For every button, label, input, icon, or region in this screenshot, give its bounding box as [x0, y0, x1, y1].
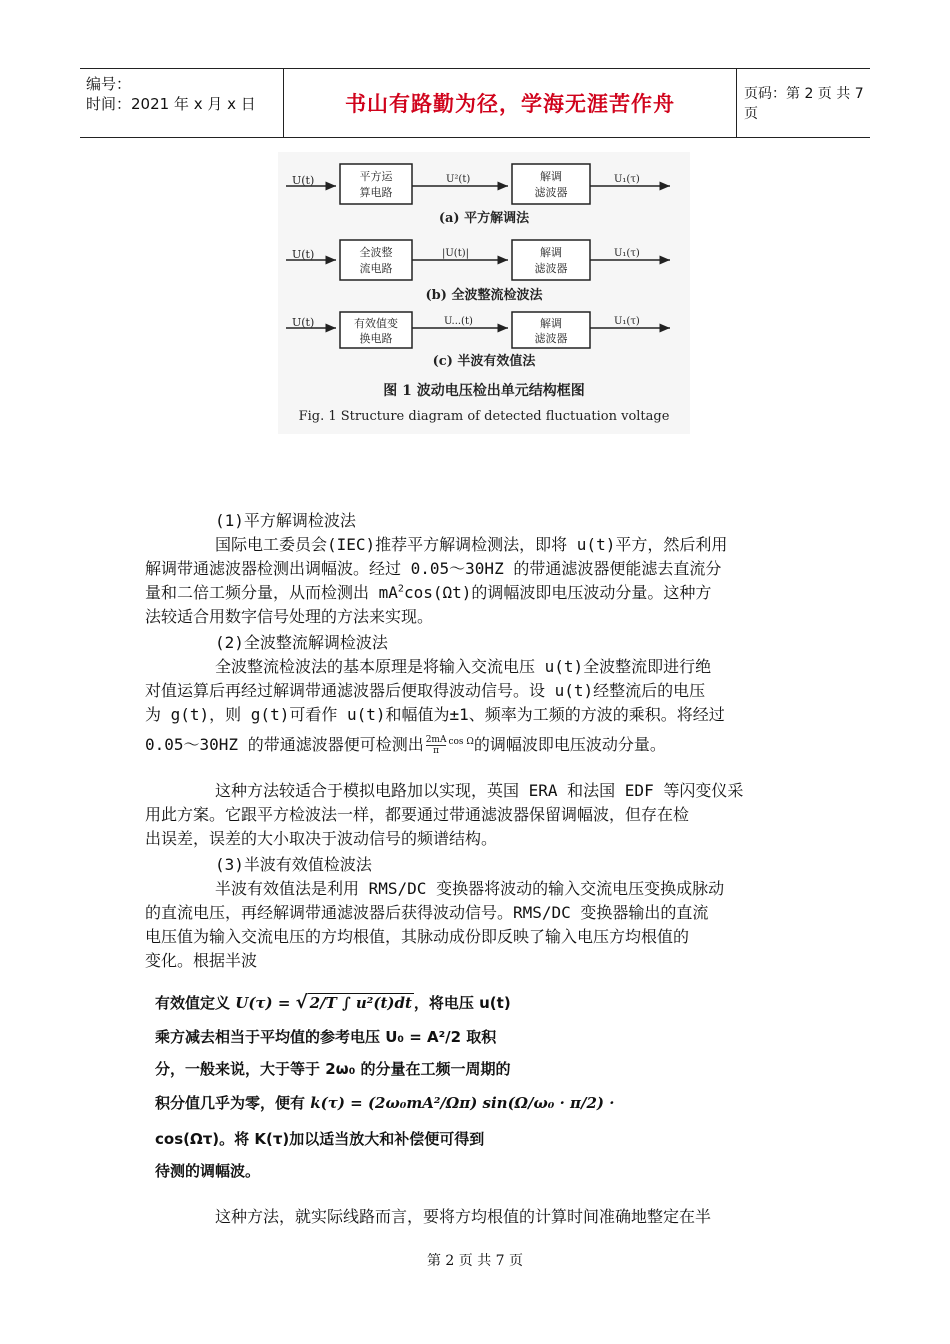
- formula-line2: 乘方减去相当于平均值的参考电压 U₀ = A²/2 取积: [155, 1028, 497, 1046]
- figure-title-cn: 图 1 波动电压检出单元结构框图: [383, 383, 585, 399]
- row-c-block1-l2: 换电路: [359, 332, 393, 345]
- row-a-block1-l2: 算电路: [359, 186, 393, 199]
- row-b-block2-l1: 解调: [540, 246, 562, 259]
- section3-title: (3)半波有效值检波法: [215, 855, 372, 874]
- row-a-block1-l1: 平方运: [359, 170, 393, 183]
- s3-line3: 电压值为输入交流电压的方均根值，其脉动成份即反映了输入电压方均根值的: [145, 927, 690, 946]
- last-line: 这种方法，就实际线路而言，要将方均根值的计算时间准确地整定在半: [215, 1207, 712, 1226]
- row-a-block2-l1: 解调: [540, 170, 562, 183]
- s3-line4: 变化。根据半波: [145, 951, 258, 970]
- formula-line1: 有效值定义 U(τ) = √ 2/T ∫ u²(t)dt ，将电压 u(t): [155, 992, 511, 1013]
- row-a-caption: (a) 平方解调法: [438, 211, 530, 226]
- formula-line4: 积分值几乎为零，便有 k(τ) = (2ω₀mA²/Ωπ) sin(Ω/ω₀ · π/2) ·: [155, 1094, 615, 1112]
- s2b-line3: 出误差，误差的大小取决于波动信号的频谱结构。: [145, 829, 498, 848]
- row-b-block1-l2: 流电路: [359, 262, 393, 275]
- motto: 书山有路勤为径，学海无涯苦作舟: [345, 91, 675, 116]
- block-diagram-figure: [278, 152, 690, 434]
- s3-line1: 半波有效值法是利用 RMS/DC 变换器将波动的输入交流电压变换成脉动: [215, 879, 725, 898]
- row-b-block2-l2: 滤波器: [534, 262, 568, 275]
- s2-line4: 0.05～30HZ 的带通滤波器便可检测出 $\frac{2mA}{\pi} ^{cos \Omega}$的调幅波即电压波动分量。: [145, 735, 666, 756]
- header-page-cell: [736, 69, 870, 137]
- row-c-input: U(t): [292, 316, 315, 329]
- s2b-line1: 这种方法较适合于模拟电路加以实现，英国 ERA 和法国 EDF 等闪变仪采: [215, 781, 744, 800]
- row-b-block1-l1: 全波整: [359, 246, 393, 259]
- s2b-line2: 用此方案。它跟平方检波法一样，都要通过带通滤波器保留调幅波，但存在检: [145, 805, 690, 824]
- row-a-block2-l2: 滤波器: [534, 186, 568, 199]
- s3-line2: 的直流电压，再经解调带通滤波器后获得波动信号。RMS/DC 变换器输出的直流: [145, 903, 709, 922]
- s2-line3: 为 g(t)，则 g(t)可看作 u(t)和幅值为±1、频率为工频的方波的乘积。将经过: [145, 705, 725, 724]
- row-b-output: U₁(τ): [614, 248, 640, 259]
- page-footer: 第 2 页 共 7 页: [426, 1253, 524, 1269]
- row-b-mid: |U(t)|: [442, 248, 469, 259]
- block-diagram: [278, 152, 690, 434]
- row-c-mid: U...(t): [444, 316, 473, 327]
- s1-line3: 量和二倍工频分量，从而检测出 $mA^2\cos(\Omega t)$的调幅波即电压波动分量。这种方: [145, 583, 712, 602]
- row-c-caption: (c) 半波有效值法: [432, 354, 536, 369]
- s1-line1: 国际电工委员会(IEC)推荐平方解调检测法，即将 u(t)平方，然后利用: [215, 535, 728, 554]
- row-a-input: U(t): [292, 174, 315, 187]
- formula-line6: 待测的调幅波。: [155, 1162, 261, 1180]
- formula-line5: cos(Ωτ)。将 K(τ)加以适当放大和补偿便可得到: [155, 1130, 485, 1148]
- formula-block: [145, 980, 615, 1194]
- s2-line1: 全波整流检波法的基本原理是将输入交流电压 u(t)全波整流即进行绝: [215, 657, 712, 676]
- row-c-output: U₁(τ): [614, 316, 640, 327]
- fraction-2mA-pi: $\frac{2mA}{\pi}$: [425, 735, 447, 756]
- s2-line2: 对值运算后再经过解调带通滤波器后便取得波动信号。设 u(t)经整流后的电压: [145, 681, 706, 700]
- date-label: 时间：2021 年 x 月 x 日: [86, 95, 256, 113]
- page-header: [80, 68, 870, 138]
- s1-line2: 解调带通滤波器检测出调幅波。经过 0.05～30HZ 的带通滤波器便能滤去直流分: [145, 559, 722, 578]
- row-a-mid: U²(t): [446, 174, 471, 185]
- header-meta: [80, 69, 283, 137]
- s1-line4: 法较适合用数字信号处理的方法来实现。: [145, 607, 434, 626]
- number-label: 编号：: [86, 75, 132, 93]
- section2-title: (2)全波整流解调检波法: [215, 633, 388, 652]
- row-c-block2-l2: 滤波器: [534, 332, 568, 345]
- row-b-caption: (b) 全波整流检波法: [425, 288, 543, 303]
- figure-title-en: Fig. 1 Structure diagram of detected fluctuation voltage: [298, 409, 670, 424]
- row-c-block2-l1: 解调: [540, 317, 562, 330]
- page-info: 页码：第 2 页 共 7 页: [744, 86, 864, 122]
- row-a-output: U₁(τ): [614, 174, 640, 185]
- row-b-input: U(t): [292, 248, 315, 261]
- section1-title: (1)平方解调检波法: [215, 511, 356, 530]
- header-motto-cell: [283, 69, 737, 137]
- formula-line3: 分，一般来说，大于等于 2ω₀ 的分量在工频一周期的: [155, 1060, 511, 1078]
- row-c-block1-l1: 有效值变: [354, 317, 398, 330]
